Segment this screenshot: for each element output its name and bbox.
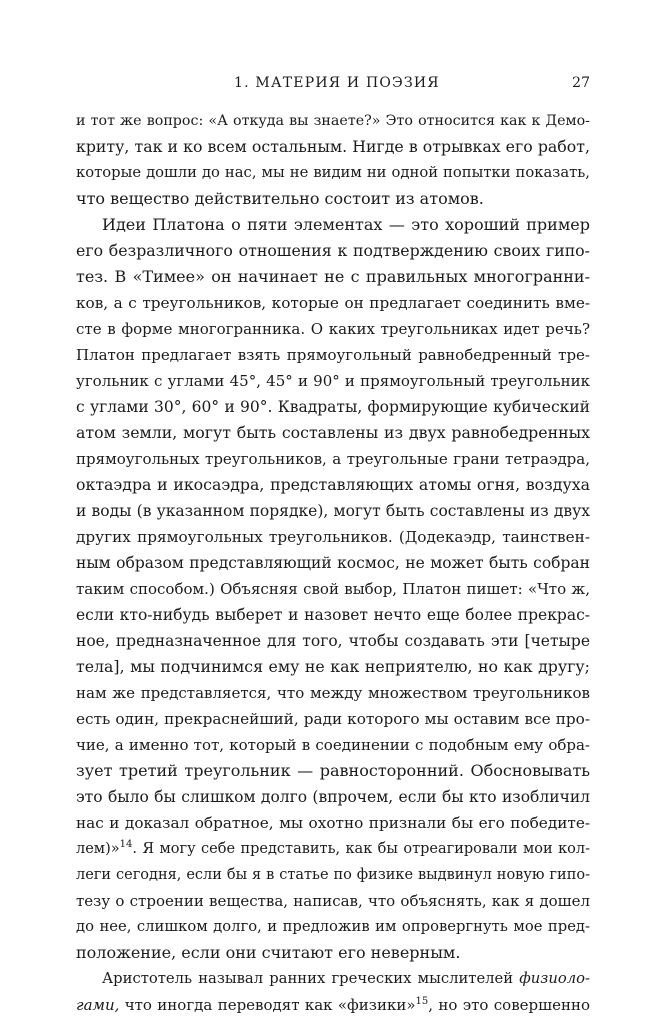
footnote-ref[interactable]: 14 (119, 839, 133, 850)
text-line: которые дошли до нас, мы не видим ни одной попытки показать, (76, 164, 590, 181)
italic-term: физиоло- (519, 970, 590, 987)
text-line: его безразличного отношения к подтверждению своих гипо- (76, 241, 590, 260)
text-line: ным образом представляющий космос, не может быть собран (76, 554, 590, 572)
text-line: что вещество действительно состоит из атомов. (76, 189, 484, 208)
page-number: 27 (572, 75, 590, 91)
text-line: октаэдра и икосаэдра, представляющих атомы огня, воздуха (76, 475, 590, 494)
text-line: с углами 30°, 60° и 90°. Квадраты, формирующие кубический (76, 398, 590, 416)
text-line: до нее, слишком долго, и предложив им опровергнуть мое пред- (76, 918, 590, 935)
text-line: положение, если они считают его неверным. (76, 943, 461, 962)
text-line: атом земли, могут быть составлены из двух равнобедренных (76, 423, 590, 442)
text-line: тела], мы подчинимся ему не как неприятелю, но как другу; (76, 657, 590, 676)
text-fragment: что иногда переводят как «физики» (119, 996, 416, 1014)
text-fragment: , но это совершенно (428, 996, 590, 1014)
text-line: Идеи Платона о пяти элементах — это хороший пример (102, 215, 590, 234)
text-line: ков, а с треугольников, которые он предлагает соединить вме- (76, 294, 590, 312)
text-line: сте в форме многогранника. О каких треугольниках идет речь? (76, 320, 590, 338)
text-fragment: . Я могу себе представить, как бы отреагировали мои кол- (132, 841, 590, 857)
text-line: и воды (в указанном порядке), могут быть составлены из двух (76, 502, 590, 520)
text-line: таким способом.) Объясняя свой выбор, Платон пишет: «Что ж, (76, 580, 590, 598)
text-line: тезу о строении вещества, написав, что объяснять, как я дошел (76, 892, 590, 910)
text-line: леги сегодня, если бы я в статье по физике выдвинул новую гипо- (76, 867, 590, 883)
text-line: прямоугольных треугольников, а треугольные грани тетраэдра, (76, 450, 590, 468)
italic-term: гами, (76, 996, 120, 1014)
text-line: зует третий треугольник — равносторонний. Обосновывать (76, 761, 590, 780)
text-line: есть один, прекраснейший, ради которого мы оставим все про- (76, 710, 590, 728)
text-line: и тот же вопрос: «А откуда вы знаете?» Это относится как к Демо- (76, 113, 590, 129)
body-text (76, 108, 590, 1018)
text-fragment: лем)» (76, 841, 120, 857)
text-line: чие, а именно тот, который в соединении с подобным ему обра- (76, 736, 590, 754)
text-line: угольник с углами 45°, 45° и 90° и прямоугольный треугольник (76, 372, 590, 390)
text-line: если кто-нибудь выберет и назовет нечто еще более прекрас- (76, 606, 590, 624)
text-line: это было бы слишком долго (впрочем, если бы кто изобличил (76, 788, 590, 806)
text-line: криту, так и ко всем остальным. Нигде в отрывках его работ, (76, 137, 590, 156)
running-head (76, 75, 590, 95)
text-line: Платон предлагает взять прямоугольный равнобедренный тре- (76, 346, 590, 364)
text-line: тез. В «Тимее» он начинает не с правильных многогранни- (76, 267, 590, 286)
text-line (76, 992, 590, 1018)
text-fragment: Аристотель называл ранних греческих мыслителей (102, 970, 520, 987)
running-title: 1. МАТЕРИЯ И ПОЭЗИЯ (234, 75, 440, 91)
text-line: нас и доказал обратное, мы охотно признали бы его победите- (76, 814, 590, 832)
text-line: нам же представляется, что между множеством треугольников (76, 684, 590, 702)
text-line (76, 966, 590, 992)
footnote-ref[interactable]: 15 (415, 996, 429, 1007)
text-line: других прямоугольных треугольников. (Додекаэдр, таинствен- (76, 528, 590, 546)
text-line: ное, предназначенное для того, чтобы создавать эти [четыре (76, 632, 590, 650)
text-line (76, 836, 590, 862)
